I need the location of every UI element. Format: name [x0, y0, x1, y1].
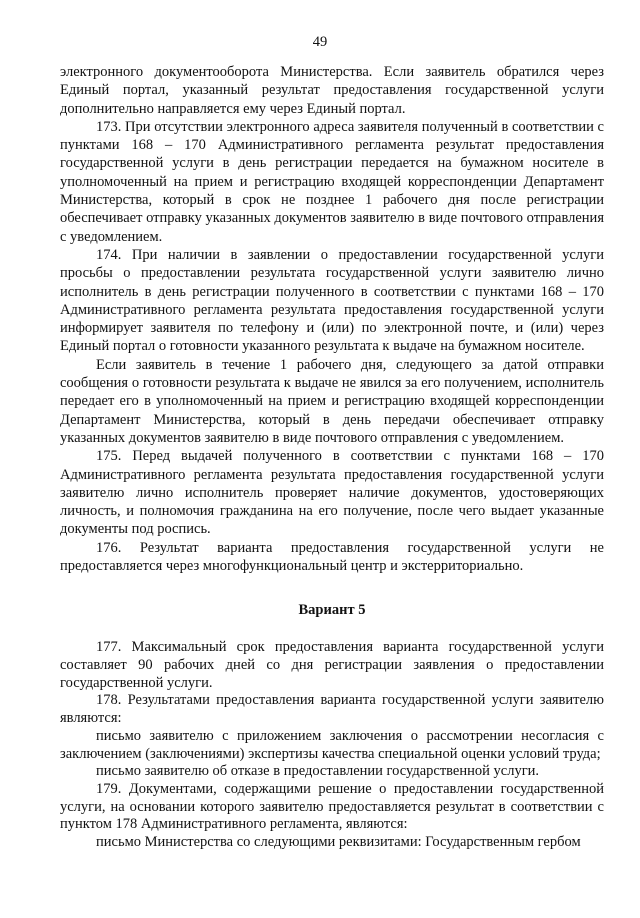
paragraph-178: 178. Результатами предоставления варианта государственной услуги заявителю являются: [60, 692, 604, 727]
paragraph-ministry-letter: письмо Министерства со следующими реквизитами: Государственным гербом [96, 834, 581, 851]
page-body [60, 63, 604, 852]
paragraph-continuation: электронного документооборота Министерства. Если заявитель обратился через Единый портал, указанный результат предоставления государственной услуги дополнительно направляется ему через Единый портал. [60, 64, 604, 117]
paragraph-173: 173. При отсутствии электронного адреса заявителя полученный в соответствии с пунктами 168 – 170 Административного регламента результат предоставления государственной услуги в день регистрации передается на бумажном носителе в уполномоченный на прием и регистрацию входящей корреспонденции Департамент Министерства, который в срок не позднее 1 рабочего дня после регистрации обеспечивает отправку указанных документов заявителю в виде почтового отправления с уведомлением. [60, 118, 604, 245]
paragraph-174: 174. При наличии в заявлении о предоставлении государственной услуги просьбы о предоставлении результата государственной услуги заявителю лично исполнитель в день регистрации полученного в соответствии с пунктами 168 – 170 Административного регламента результата предоставления государственной услуги информирует заявителя по телефону и (или) по электронной почте, и (или) через Единый портал о готовности указанного результата к выдаче на бумажном носителе. [60, 246, 604, 355]
paragraph-176: 176. Результат варианта предоставления государственной услуги не предоставляется через многофункциональный центр и экстерриториально. [60, 539, 604, 575]
list-item-refusal-letter: письмо заявителю об отказе в предоставлении государственной услуги. [96, 763, 540, 780]
paragraph-177: 177. Максимальный срок предоставления варианта государственной услуги составляет 90 рабочих дней со дня регистрации заявления о предоставлении государственной услуги. [60, 639, 604, 691]
paragraph-179: 179. Документами, содержащими решение о предоставлении государственной услуги, на основании которого заявителю предоставляется результат в соответствии с пунктом 178 Административного регламента, являются: [60, 780, 604, 833]
paragraph-174-continued: Если заявитель в течение 1 рабочего дня, следующего за датой отправки сообщения о готовности результата к выдаче не явился за его получением, исполнитель передает его в уполномоченный на прием и регистрацию входящей корреспонденции Департамент Министерства, который в день передачи обеспечивает отправку указанных документов заявителю в виде почтового отправления с уведомлением. [60, 356, 604, 446]
section-heading: Вариант 5 [298, 602, 366, 619]
list-item-result-letter: письмо заявителю с приложением заключения о рассмотрении несогласия с заключением (заключениями) экспертизы качества специальной оценки условий труда; [60, 727, 604, 762]
paragraph-175: 175. Перед выдачей полученного в соответствии с пунктами 168 – 170 Административного регламента результата предоставления государственной услуги заявителю лично исполнитель проверяет наличие документов, удостоверяющих личность, и полномочия гражданина на его получение, после чего выдает указанные документы под роспись. [60, 448, 604, 538]
page-number: 49 [312, 34, 328, 50]
